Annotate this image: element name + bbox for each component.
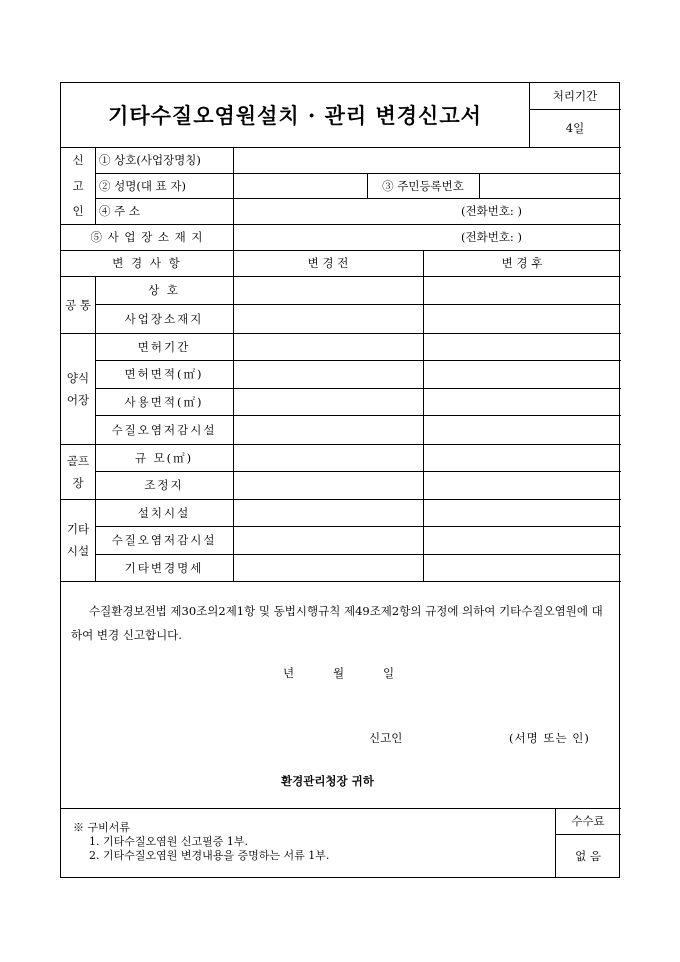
processing-period-value: 4일 <box>565 121 585 135</box>
item-license-period: 면허기간 <box>137 339 191 354</box>
item-site-location: 사업장소재지 <box>124 311 204 326</box>
applicant-label-char-3: 인 <box>72 204 84 218</box>
fee-value: 없 음 <box>575 849 601 863</box>
item-retention-pond: 조정지 <box>144 478 184 492</box>
item-trade-name: 상 호 <box>148 283 180 297</box>
addressee: 환경관리청장 귀하 <box>281 774 374 788</box>
item-golf-scale: 규 모(㎡) <box>134 450 194 465</box>
after-change-header: 변 경 후 <box>501 256 543 270</box>
resident-number-field[interactable] <box>480 174 620 197</box>
representative-name-field[interactable] <box>234 174 366 197</box>
group-label-golf-course: 골프 장 <box>66 453 90 490</box>
group-label-common: 공 통 <box>65 297 91 312</box>
address-field[interactable] <box>234 199 620 223</box>
statement-text: 수질환경보전법 제30조의2제1항 및 동법시행규칙 제49조제2항의 규정에 의하여 기타수질오염원에 대하여 변경 신고합니다. <box>71 604 603 642</box>
change-item-header: 변 경 사 항 <box>112 256 182 270</box>
resident-number-label: ③ 주민등록번호 <box>382 178 464 193</box>
item-pollution-reduction-fish: 수질오염저감시설 <box>111 422 217 437</box>
signature-area[interactable]: (서명 또는 인) <box>509 731 590 745</box>
group-label-other-facilities: 기타 시설 <box>66 522 90 558</box>
fee-label: 수수료 <box>571 814 605 828</box>
address-phone: (전화번호: ) <box>461 204 522 218</box>
before-change-header: 변 경 전 <box>307 256 349 270</box>
report-form <box>60 82 620 878</box>
applicant-label-char-1: 신 <box>72 153 84 167</box>
processing-period-label: 처리기간 <box>552 89 598 103</box>
group-label-fish-farm: 양식 어장 <box>66 370 90 407</box>
date-day: 일 <box>383 666 395 680</box>
required-document-1: 1. 기타수질오염원 신고필증 1부. <box>89 835 248 848</box>
applicant-label-char-2: 고 <box>72 178 84 193</box>
date-month: 월 <box>333 666 345 680</box>
item-usage-area: 사용면적(㎡) <box>124 394 204 409</box>
site-location-field[interactable] <box>234 225 620 249</box>
form-title: 기타수질오염원설치 · 관리 변경신고서 <box>108 103 482 128</box>
address-label: ④ 주 소 <box>99 204 141 218</box>
item-license-area: 면허면적(㎡) <box>124 367 204 381</box>
date-year: 년 <box>283 666 295 680</box>
required-documents-heading: ※ 구비서류 <box>73 821 131 834</box>
item-other-changes: 기타변경명세 <box>124 560 204 575</box>
required-document-2: 2. 기타수질오염원 변경내용을 증명하는 서류 1부. <box>89 849 330 862</box>
item-pollution-reduction-other: 수질오염저감시설 <box>111 533 217 547</box>
item-installed-facilities: 설치시설 <box>137 505 191 520</box>
site-phone: (전화번호: ) <box>461 230 522 244</box>
site-location-label: ⑤ 사 업 장 소 재 지 <box>90 230 204 244</box>
trade-name-label: ① 상호(사업장명칭) <box>99 153 201 167</box>
trade-name-field[interactable] <box>234 148 620 172</box>
required-documents <box>73 821 329 863</box>
signer-label: 신고인 <box>369 731 403 745</box>
representative-name-label: ② 성명(대 표 자) <box>99 178 186 193</box>
